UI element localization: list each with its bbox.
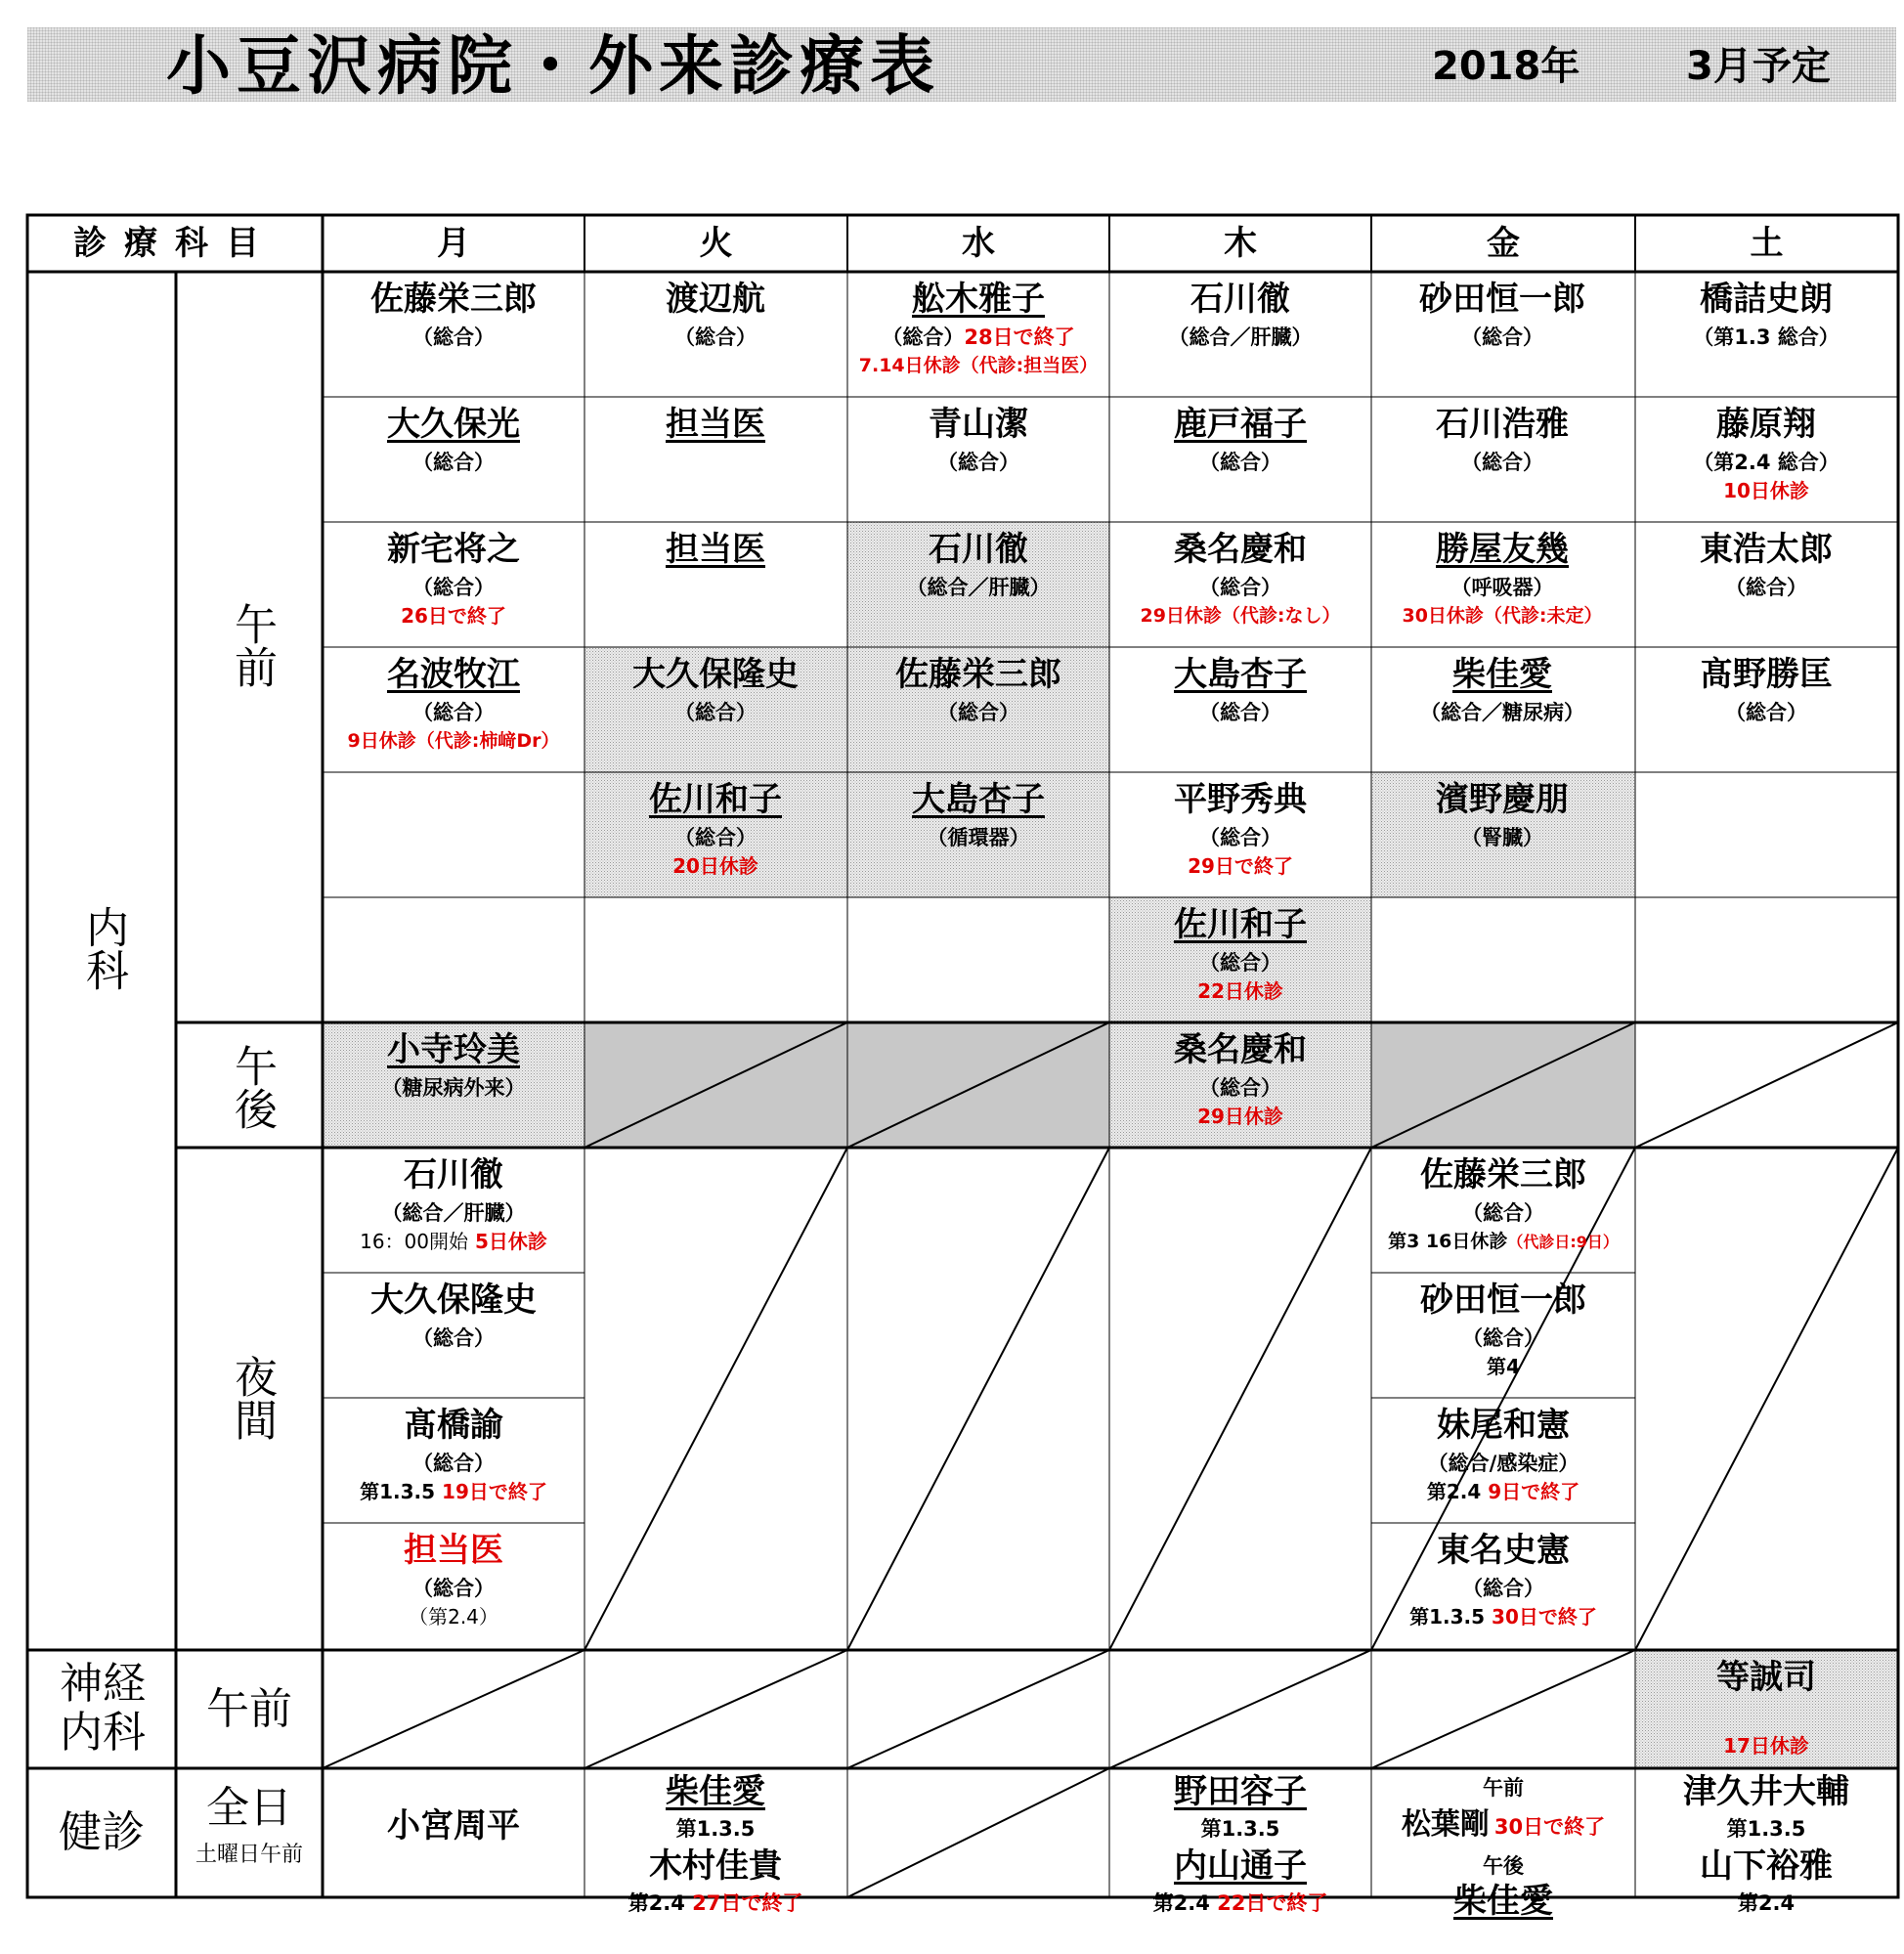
doctor-name: 髙橋諭 xyxy=(404,1406,503,1445)
status-note: 30日で終了 xyxy=(1493,1815,1606,1839)
doctor-specialty: （呼吸器） xyxy=(1450,576,1554,599)
week-note: 第2.4 xyxy=(1152,1891,1210,1915)
doctor-name: 新宅将之 xyxy=(387,530,520,569)
header-day-sat: 土 xyxy=(1750,224,1784,263)
morning-r3-sat xyxy=(1635,528,1897,602)
morning-r6-thu xyxy=(1109,903,1371,1005)
morning-r5-thu xyxy=(1109,778,1371,880)
header-day-mon: 月 xyxy=(437,224,470,263)
doctor-name: 山下裕雅 xyxy=(1700,1846,1833,1886)
doctor-name: 東浩太郎 xyxy=(1700,530,1833,569)
doctor-specialty: （総合/感染症） xyxy=(1427,1452,1579,1475)
status-note: 29日休診（代診:なし） xyxy=(1140,605,1341,627)
morning-r5-wed xyxy=(847,778,1109,852)
doctor-name: 野田容子 xyxy=(1174,1772,1307,1811)
status-note: 9日で終了 xyxy=(1488,1480,1580,1503)
section-kenshin: 健診 xyxy=(59,1807,145,1857)
doctor-specialty: （総合） xyxy=(937,701,1019,724)
doctor-name: 小宮周平 xyxy=(387,1806,520,1845)
morning-r5-fri xyxy=(1371,778,1633,852)
morning-r3-fri xyxy=(1371,528,1633,630)
morning-r2-fri xyxy=(1371,403,1633,477)
status-note: 9日休診（代診:柿﨑Dr） xyxy=(347,730,560,752)
doctor-name: 藤原翔 xyxy=(1716,405,1816,444)
doctor-name: 桑名慶和 xyxy=(1174,1030,1307,1069)
doctor-name: 勝屋友幾 xyxy=(1436,530,1569,569)
doctor-name: 桑名慶和 xyxy=(1174,530,1307,569)
header-day-wed: 水 xyxy=(962,224,995,263)
doctor-name: 名波牧江 xyxy=(387,655,520,694)
doctor-name: 鹿戸福子 xyxy=(1174,405,1307,444)
doctor-specialty: （総合） xyxy=(882,326,965,349)
morning-r1-mon xyxy=(323,278,584,352)
doctor-specialty: （総合） xyxy=(1461,451,1543,474)
section-yakan: 夜間 xyxy=(227,1355,277,1441)
schedule-note: 16：00開始 xyxy=(360,1230,468,1253)
status-note: 19日で終了 xyxy=(442,1480,547,1503)
morning-r1-fri xyxy=(1371,278,1633,352)
morning-r3-thu xyxy=(1109,528,1371,630)
header-dept: 診療科目 xyxy=(73,224,277,263)
morning-r4-wed xyxy=(847,653,1109,727)
status-note: 10日休診 xyxy=(1723,479,1809,502)
doctor-name: 担当医 xyxy=(666,530,765,569)
doctor-name: 舩木雅子 xyxy=(912,280,1045,319)
doctor-name: 柴佳愛 xyxy=(666,1772,765,1811)
morning-r1-tue xyxy=(584,278,846,352)
morning-r2-mon xyxy=(323,403,584,477)
schedule-note: 第3 16日休診 xyxy=(1388,1231,1508,1252)
doctor-name: 松葉剛 xyxy=(1401,1807,1490,1842)
morning-r4-thu xyxy=(1109,653,1371,727)
doctor-specialty: （総合） xyxy=(412,1577,495,1600)
doctor-specialty: （循環器） xyxy=(927,826,1030,849)
doctor-name: 柴佳愛 xyxy=(1452,655,1552,694)
doctor-specialty: （総合） xyxy=(1199,826,1281,849)
doctor-name: 佐藤栄三郎 xyxy=(895,655,1061,694)
kenshin-fri xyxy=(1371,1772,1635,1921)
week-note: 第2.4 xyxy=(1737,1891,1796,1915)
doctor-specialty: （総合） xyxy=(412,576,495,599)
status-note: 27日で終了 xyxy=(692,1891,803,1915)
morning-r5-tue xyxy=(584,778,846,880)
doctor-name: 大久保光 xyxy=(387,405,520,444)
morning-r1-thu xyxy=(1109,278,1371,352)
afternoon-mon xyxy=(323,1028,584,1103)
kenshin-thu xyxy=(1109,1770,1371,1919)
doctor-specialty: （総合） xyxy=(1725,701,1807,724)
morning-r2-wed xyxy=(847,403,1109,477)
schedule-note: 第1.3.5 xyxy=(1409,1605,1486,1628)
status-note: 22日休診 xyxy=(1197,979,1283,1003)
status-note: （代診日:9日） xyxy=(1507,1233,1619,1251)
doctor-name: 木村佳貴 xyxy=(649,1846,782,1886)
month-plan-label: 3月予定 xyxy=(1686,44,1831,89)
time-label: 午後 xyxy=(1483,1854,1524,1878)
doctor-name: 等誠司 xyxy=(1716,1658,1816,1697)
status-note: 29日で終了 xyxy=(1188,854,1293,878)
doctor-name: 担当医 xyxy=(404,1531,503,1570)
kenshin-sat xyxy=(1635,1770,1897,1919)
doctor-name: 濱野慶朋 xyxy=(1436,780,1569,819)
doctor-name: 髙野勝匡 xyxy=(1700,655,1833,694)
header-day-fri: 金 xyxy=(1487,224,1520,263)
doctor-name: 石川徹 xyxy=(929,530,1028,569)
time-label: 午前 xyxy=(1483,1776,1524,1800)
section-naika: 内科 xyxy=(78,905,128,991)
status-note: 29日休診 xyxy=(1197,1105,1283,1128)
doctor-name: 小寺玲美 xyxy=(387,1030,520,1069)
schedule-note: 第4 xyxy=(1487,1355,1520,1378)
section-shinkei-gozen: 午前 xyxy=(206,1683,292,1734)
doctor-specialty: （総合／肝臓） xyxy=(381,1201,526,1225)
doctor-specialty: （総合） xyxy=(937,451,1019,474)
night-mon-2 xyxy=(323,1279,584,1353)
doctor-specialty: （糖尿病外来） xyxy=(381,1076,526,1100)
section-zenjitsu: 全日 xyxy=(206,1783,292,1833)
status-note: 28日で終了 xyxy=(964,326,1075,349)
night-fri-1 xyxy=(1371,1153,1635,1256)
doctor-name: 大島杏子 xyxy=(912,780,1045,819)
week-note: 第1.3.5 xyxy=(1726,1817,1806,1841)
doctor-specialty: （第1.3 総合） xyxy=(1693,326,1839,349)
morning-r1-wed xyxy=(847,278,1109,379)
doctor-specialty: （総合） xyxy=(1199,1076,1281,1100)
week-note: 第2.4 xyxy=(627,1891,685,1915)
morning-r4-tue xyxy=(584,653,846,727)
doctor-name: 佐藤栄三郎 xyxy=(1420,1155,1586,1194)
doctor-specialty: （総合） xyxy=(1462,1326,1544,1350)
morning-r2-tue xyxy=(584,403,846,446)
doctor-name: 青山潔 xyxy=(929,405,1028,444)
doctor-name: 佐川和子 xyxy=(649,780,782,819)
doctor-name: 佐藤栄三郎 xyxy=(370,280,537,319)
status-note: 30日で終了 xyxy=(1492,1605,1597,1628)
page-title: 小豆沢病院・外来診療表 xyxy=(166,28,940,104)
night-mon-1 xyxy=(323,1153,584,1255)
morning-r4-sat xyxy=(1635,653,1897,727)
doctor-specialty: （総合） xyxy=(1199,451,1281,474)
doctor-specialty: （総合） xyxy=(1199,951,1281,975)
header-day-thu: 木 xyxy=(1224,224,1257,263)
morning-r2-thu xyxy=(1109,403,1371,477)
doctor-name: 橋詰史朗 xyxy=(1700,280,1833,319)
status-note: 20日休診 xyxy=(672,854,758,878)
section-gozen: 午前 xyxy=(227,602,277,688)
kenshin-tue xyxy=(584,1770,846,1919)
doctor-specialty: （総合） xyxy=(1199,576,1281,599)
year-label: 2018年 xyxy=(1432,44,1580,89)
doctor-name: 津久井大輔 xyxy=(1683,1772,1849,1811)
doctor-name: 平野秀典 xyxy=(1174,780,1307,819)
schedule-note: 第2.4 xyxy=(1426,1480,1482,1503)
night-fri-3 xyxy=(1371,1404,1635,1505)
section-gogo: 午後 xyxy=(227,1044,277,1130)
schedule-note: （第2.4） xyxy=(409,1605,498,1628)
status-note: 22日で終了 xyxy=(1217,1891,1328,1915)
doctor-specialty: （総合） xyxy=(412,1452,495,1475)
schedule-note: 第1.3.5 xyxy=(360,1480,436,1503)
doctor-specialty: （総合） xyxy=(412,701,495,724)
doctor-name: 担当医 xyxy=(666,405,765,444)
status-note: 30日休診（代診:未定） xyxy=(1402,605,1603,627)
morning-r3-wed xyxy=(847,528,1109,602)
doctor-specialty: （総合） xyxy=(412,326,495,349)
doctor-specialty: （総合） xyxy=(412,451,495,474)
doctor-specialty: （総合） xyxy=(412,1326,495,1350)
morning-r2-sat xyxy=(1635,403,1897,504)
doctor-name: 砂田恒一郎 xyxy=(1419,280,1585,319)
section-shinkei: 神経内科 xyxy=(60,1659,146,1758)
status-note: 5日休診 xyxy=(474,1230,547,1253)
night-fri-4 xyxy=(1371,1529,1635,1630)
doctor-specialty: （総合／肝臓） xyxy=(906,576,1051,599)
doctor-name: 砂田恒一郎 xyxy=(1420,1281,1586,1320)
doctor-name: 佐川和子 xyxy=(1174,905,1307,944)
doctor-specialty: （総合） xyxy=(1462,1201,1544,1225)
header-day-tue: 火 xyxy=(699,224,733,263)
doctor-name: 石川浩雅 xyxy=(1436,405,1569,444)
doctor-specialty: （総合） xyxy=(674,826,757,849)
doctor-name: 大久保隆史 xyxy=(632,655,799,694)
doctor-specialty: （総合） xyxy=(674,326,757,349)
doctor-specialty: （総合） xyxy=(1725,576,1807,599)
night-fri-2 xyxy=(1371,1279,1635,1380)
doctor-specialty: （腎臓） xyxy=(1461,826,1543,849)
doctor-specialty: （第2.4 総合） xyxy=(1693,451,1839,474)
kenshin-mon xyxy=(323,1804,584,1847)
morning-r3-tue xyxy=(584,528,846,571)
night-mon-3 xyxy=(323,1404,584,1505)
doctor-name: 渡辺航 xyxy=(666,280,765,319)
status-note: 17日休診 xyxy=(1723,1734,1809,1758)
doctor-specialty: （総合） xyxy=(1462,1577,1544,1600)
doctor-name: 東名史憲 xyxy=(1437,1531,1570,1570)
doctor-specialty: （総合／肝臓） xyxy=(1168,326,1313,349)
morning-r1-sat xyxy=(1635,278,1897,352)
afternoon-thu xyxy=(1109,1028,1371,1130)
doctor-name: 妹尾和憲 xyxy=(1437,1406,1570,1445)
doctor-name: 石川徹 xyxy=(404,1155,503,1194)
night-mon-4 xyxy=(323,1529,584,1630)
section-zenjitsu-note: 土曜日午前 xyxy=(195,1843,303,1867)
week-note: 第1.3.5 xyxy=(675,1817,756,1841)
doctor-specialty: （総合） xyxy=(1461,326,1543,349)
morning-r4-fri xyxy=(1371,653,1633,727)
morning-r3-mon xyxy=(323,528,584,630)
doctor-specialty: （総合） xyxy=(674,701,757,724)
doctor-name: 内山通子 xyxy=(1174,1846,1307,1886)
doctor-name: 柴佳愛 xyxy=(1453,1882,1553,1921)
status-note: 7.14日休診（代診:担当医） xyxy=(858,355,1099,376)
neuro-sat xyxy=(1635,1656,1897,1759)
doctor-specialty: （総合） xyxy=(1199,701,1281,724)
status-note: 26日で終了 xyxy=(401,604,506,628)
doctor-name: 大島杏子 xyxy=(1174,655,1307,694)
doctor-name: 石川徹 xyxy=(1190,280,1290,319)
doctor-name: 大久保隆史 xyxy=(370,1281,537,1320)
morning-r4-mon xyxy=(323,653,584,755)
week-note: 第1.3.5 xyxy=(1200,1817,1280,1841)
doctor-specialty: （総合／糖尿病） xyxy=(1420,701,1584,724)
